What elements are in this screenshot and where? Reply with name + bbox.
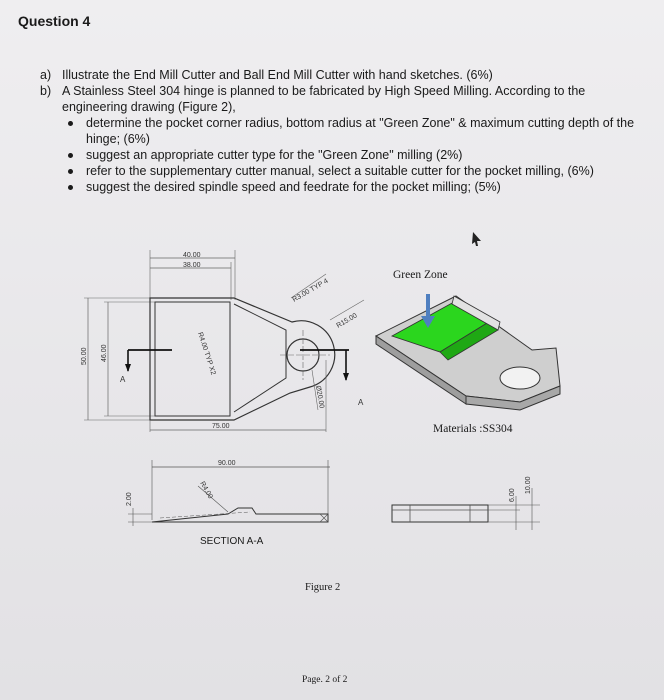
dim-50: 50.00: [81, 347, 88, 365]
section-label: SECTION A-A: [200, 536, 264, 547]
page-number: Page. 2 of 2: [302, 675, 348, 685]
dim-2: 2.00: [126, 492, 133, 506]
dim-75: 75.00: [212, 423, 230, 430]
bullet-item: refer to the supplementary cutter manual, select a suitable cutter for the pocket milling, (6%): [62, 163, 650, 179]
part-b-label: b): [40, 84, 52, 98]
dim-dia20: Ø20.00: [314, 385, 325, 409]
dim-r4: R4.00: [198, 480, 214, 501]
isometric-view: [376, 269, 560, 435]
dim-r15: R15.00: [335, 312, 359, 330]
bullet-item: determine the pocket corner radius, bottom radius at "Green Zone" & maximum cutting depth of the hinge; (6%): [62, 115, 650, 147]
dim-38: 38.00: [183, 262, 201, 269]
section-view: [128, 460, 330, 526]
figure-caption: Figure 2: [305, 582, 341, 593]
dim-46: 46.00: [101, 344, 108, 362]
dim-40: 40.00: [183, 252, 201, 259]
part-b-text: A Stainless Steel 304 hinge is planned to be fabricated by High Speed Milling. According to the engineering drawing (Figure 2),: [62, 84, 586, 114]
materials-label: Materials :SS304: [433, 423, 513, 435]
section-mark-left: A: [120, 375, 126, 384]
section-mark-right: A: [358, 398, 364, 407]
part-a-label: a): [40, 68, 52, 82]
bullet-item: suggest the desired spindle speed and feedrate for the pocket milling; (5%): [62, 179, 650, 195]
bullet-item: suggest an appropriate cutter type for the "Green Zone" milling (2%): [62, 147, 650, 163]
dim-10: 10.00: [525, 476, 532, 494]
dim-r3-typ: R3.00 TYP 4: [291, 277, 330, 304]
green-zone-label: Green Zone: [393, 269, 448, 281]
dim-r4-typ: R4.00 TYP X2: [196, 331, 217, 376]
dim-6: 6.00: [509, 488, 516, 502]
question-title: Question 4: [18, 13, 91, 29]
dim-90: 90.00: [218, 460, 236, 467]
side-view: [392, 488, 540, 530]
cursor-icon: [472, 232, 481, 246]
part-a-text: Illustrate the End Mill Cutter and Ball End Mill Cutter with hand sketches. (6%): [62, 68, 493, 82]
